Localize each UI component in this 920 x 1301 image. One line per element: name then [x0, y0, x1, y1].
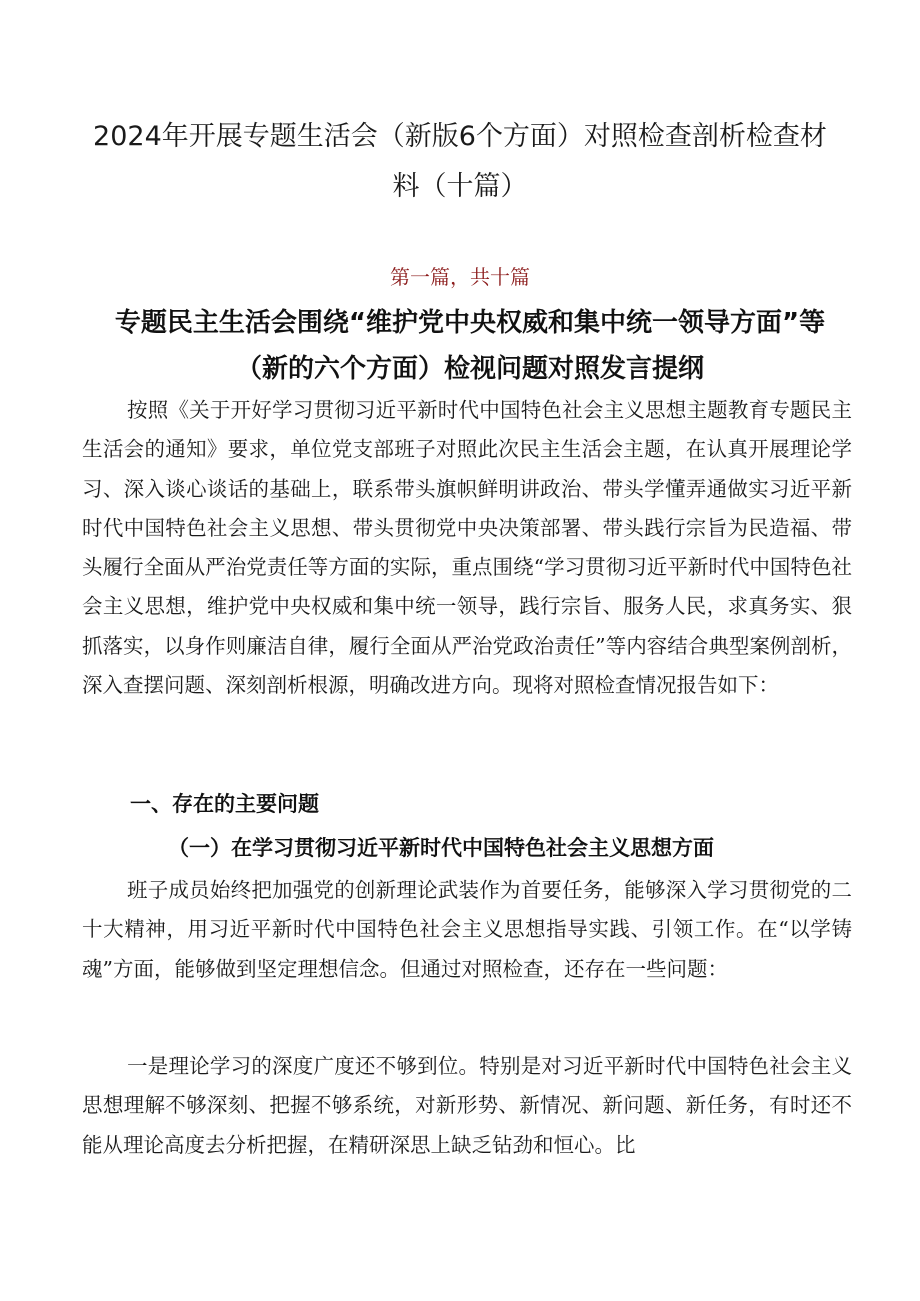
heading-study-section: （一）在学习贯彻习近平新时代中国特色社会主义思想方面 — [168, 836, 714, 860]
paragraph-intro: 按照《关于开好学习贯彻习近平新时代中国特色社会主义思想主题教育专题民主生活会的通知》要求，单位党支部班子对照此次民主生活会主题，在认真开展理论学习、深入谈心谈话的基础上，联系带头旗帜鲜明讲政治、带头学懂弄通做实习近平新时代中国特色社会主义思想、带头贯彻党中央决策部署、带头践行宗旨为民造福、带头履行全面从严治党责任等方面的实际，重点围绕“学习贯彻习近平新时代中国特色社会主义思想，维护党中央权威和集中统一领导，践行宗旨、服务人民，求真务实、狠抓落实，以身作则廉洁自律，履行全面从严治党政治责任”等内容结合典型案例剖析，深入查摆问题、深刻剖析根源，明确改进方向。现将对照检查情况报告如下： — [82, 398, 852, 698]
paragraph-problem-one: 一是理论学习的深度广度还不够到位。特别是对习近平新时代中国特色社会主义思想理解不够深刻、把握不够系统，对新形势、新情况、新问题、新任务，有时还不能从理论高度去分析把握，在精研深思上缺乏钻劲和恒心。比 — [82, 1054, 852, 1157]
document-title: 2024年开展专题生活会（新版6个方面）对照检查剖析检查材料（十篇） — [93, 121, 827, 202]
paragraph-study-overview: 班子成员始终把加强党的创新理论武装作为首要任务，能够深入学习贯彻党的二十大精神，用习近平新时代中国特色社会主义思想指导实践、引领工作。在“以学铸魂”方面，能够做到坚定理想信念。但通过对照检查，还存在一些问题： — [82, 878, 852, 981]
heading-main-problems: 一、存在的主要问题 — [130, 792, 319, 816]
article-subtitle: 专题民主生活会围绕“维护党中央权威和集中统一领导方面”等（新的六个方面）检视问题对照发言提纲 — [114, 308, 826, 384]
section-label: 第一篇，共十篇 — [390, 265, 530, 289]
